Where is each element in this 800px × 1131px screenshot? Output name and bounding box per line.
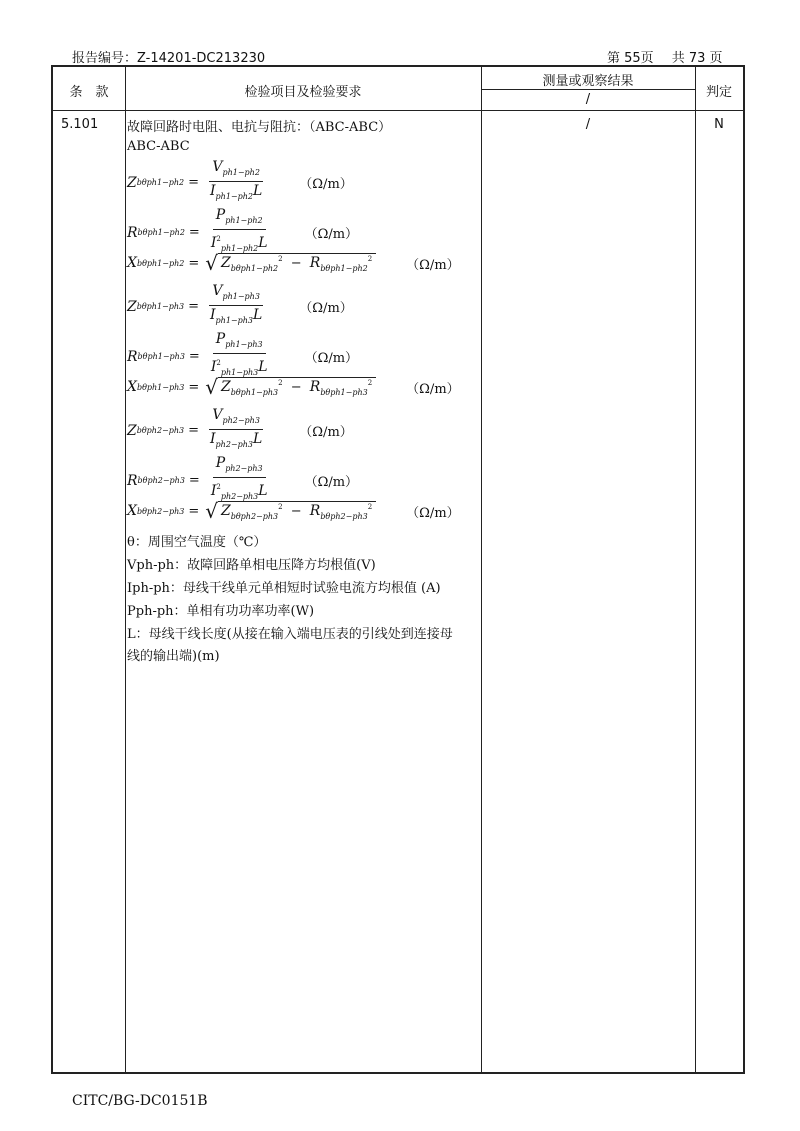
header-clause: 条 款 [69, 85, 109, 100]
header-item: 检验项目及检验要求 [244, 85, 362, 100]
item-title: 故障回路时电阻、电抗与阻抗：（ABC-ABC） [127, 120, 392, 135]
header-subdivider [481, 89, 695, 90]
formula-r-ph2-ph3: R bθph2−ph3 = $\frac{P_{ph2-ph3}}{I^2_{ph2-ph3}L}$ （Ω/m） [127, 455, 359, 501]
col-divider [695, 67, 696, 1072]
col-divider [481, 67, 482, 1072]
item-subtitle: ABC-ABC [127, 139, 190, 154]
formula-z-ph1-ph2: Z bθph1−ph2 = $\frac{V_{ph1-ph2}}{I_{ph1-ph2}L}$ （Ω/m） [127, 159, 353, 201]
result-value: / [585, 117, 591, 132]
header-result: 测量或观察结果 [542, 74, 634, 89]
inspection-table [51, 65, 745, 1074]
page-total: 共 73 页 [671, 51, 723, 66]
clause-number: 5.101 [61, 117, 99, 132]
note-pph: Pph-ph：单相有功功率功率(W) [127, 604, 315, 619]
note-l-cont: 线的输出端)(m) [127, 649, 220, 664]
footer-code: CITC/BG-DC0151B [72, 1093, 208, 1109]
col-divider [125, 67, 126, 1072]
note-iph: Iph-ph：母线干线单元单相短时试验电流方均根值 (A) [127, 581, 441, 596]
page-number: 第 55页 [607, 51, 654, 66]
verdict-value: N [714, 117, 724, 132]
header-divider [53, 110, 743, 111]
page-info [607, 47, 723, 66]
header-verdict: 判定 [705, 85, 732, 100]
formula-z-ph1-ph3: Z bθph1−ph3 = $\frac{V_{ph1-ph3}}{I_{ph1-ph3}L}$ （Ω/m） [127, 283, 353, 325]
formula-x-ph2-ph3: X bθph2−ph3 = √ $Z_{b\theta ph2-ph3}^2 - R_{b\theta ph2-ph3}^2$ （Ω/m） [127, 499, 460, 523]
note-vph: Vph-ph：故障回路单相电压降方均根值(V) [127, 558, 376, 573]
formula-z-ph2-ph3: Z bθph2−ph3 = $\frac{V_{ph2-ph3}}{I_{ph2-ph3}L}$ （Ω/m） [127, 407, 353, 449]
note-theta: θ：周围空气温度（℃） [127, 535, 267, 550]
formula-r-ph1-ph3: R bθph1−ph3 = $\frac{P_{ph1-ph3}}{I^2_{ph1-ph3}L}$ （Ω/m） [127, 331, 359, 377]
header-result-sub: / [585, 92, 591, 107]
formula-x-ph1-ph2: X bθph1−ph2 = √ $Z_{b\theta ph1-ph2}^2 - R_{b\theta ph1-ph2}^2$ （Ω/m） [127, 251, 460, 275]
report-number: 报告编号：Z-14201-DC213230 [72, 51, 266, 66]
note-l: L：母线干线长度(从接在输入端电压表的引线处到连接母 [127, 627, 453, 642]
formula-r-ph1-ph2: R bθph1−ph2 = $\frac{P_{ph1-ph2}}{I^2_{ph1-ph2}L}$ （Ω/m） [127, 207, 359, 253]
formula-x-ph1-ph3: X bθph1−ph3 = √ $Z_{b\theta ph1-ph3}^2 - R_{b\theta ph1-ph3}^2$ （Ω/m） [127, 375, 460, 399]
